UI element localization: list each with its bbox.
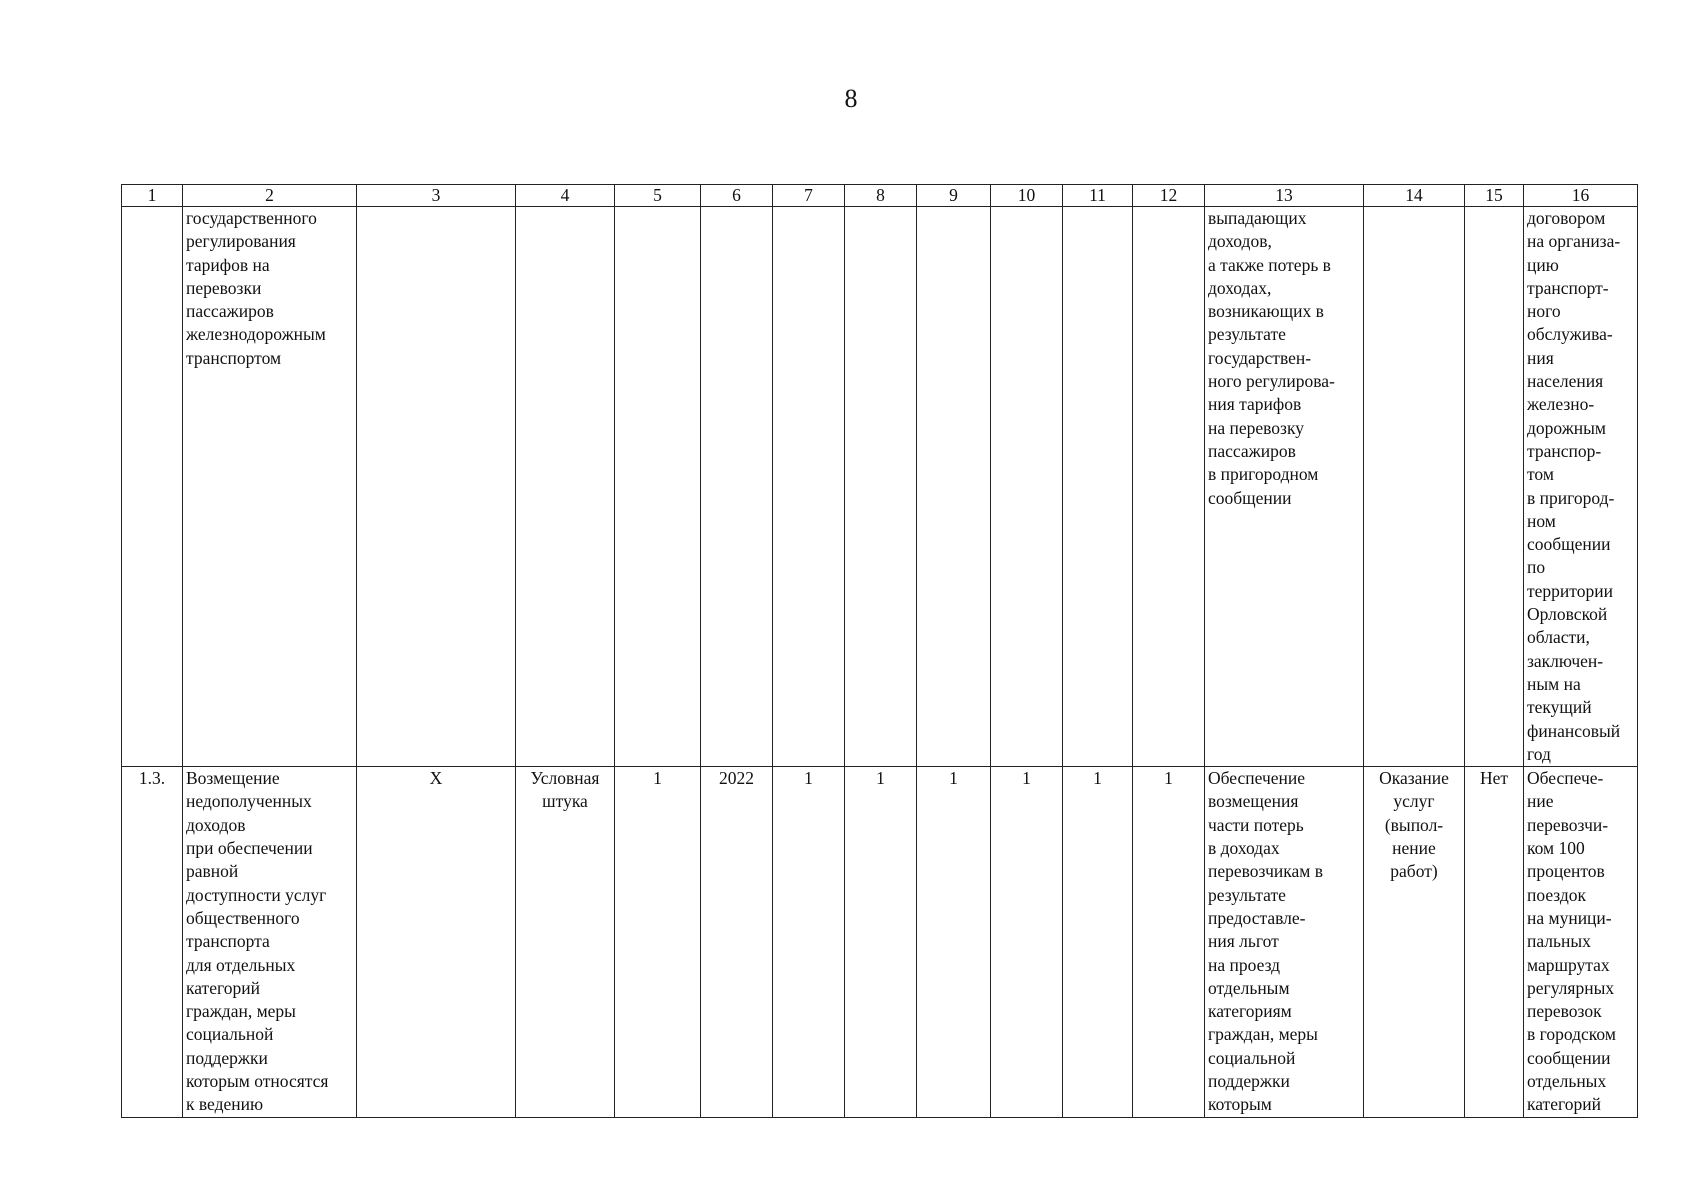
cell-5: 1 (615, 767, 701, 1117)
header-cell: 13 (1205, 185, 1364, 207)
page-number: 8 (844, 84, 858, 113)
cell-7: 1 (773, 767, 845, 1117)
cell-index: 1.3. (122, 767, 183, 1117)
cell-16 (1524, 207, 1638, 767)
cell-15: Нет (1465, 767, 1524, 1117)
cell-8: 1 (845, 767, 917, 1117)
header-cell: 9 (917, 185, 991, 207)
cell-13 (1205, 767, 1364, 1117)
cell-6: 2022 (701, 767, 773, 1117)
header-cell: 7 (773, 185, 845, 207)
cell-4 (516, 767, 615, 1117)
cell-12: 1 (1133, 767, 1205, 1117)
cell-index (122, 207, 183, 767)
cell-14-text: Оказание услуг (выпол- нение работ) (1379, 768, 1449, 882)
header-cell: 14 (1364, 185, 1465, 207)
header-cell: 1 (122, 185, 183, 207)
table-row (122, 207, 1638, 767)
header-cell: 12 (1133, 185, 1205, 207)
cell-7 (773, 207, 845, 767)
cell-4-text: Условная штука (530, 768, 600, 812)
cell-name (183, 767, 357, 1117)
cell-11: 1 (1063, 767, 1133, 1117)
data-table (121, 184, 1638, 1118)
header-cell: 10 (991, 185, 1063, 207)
cell-13-text: Обеспечение возмещения части потерь в доходах перевозчикам в результате предоставле- ния льгот на проезд отдельным категориям граждан, меры социальной поддержки которым (1208, 768, 1323, 1115)
table-row (122, 767, 1638, 1117)
cell-6 (701, 207, 773, 767)
header-cell: 16 (1524, 185, 1638, 207)
cell-16-text: Обеспече- ние перевозчи- ком 100 процентов поездок на муници- пальных маршрутах регулярных перевозок в городском сообщении отдельных категорий (1527, 768, 1616, 1115)
cell-13-text: выпадающих доходов, а также потерь в доходах, возникающих в результате государствен- ного регулирова- ния тарифов на перевозку пассажиров в пригородном сообщении (1208, 208, 1335, 508)
cell-14 (1364, 767, 1465, 1117)
cell-name (183, 207, 357, 767)
header-cell: 4 (516, 185, 615, 207)
cell-4 (516, 207, 615, 767)
header-cell: 2 (183, 185, 357, 207)
cell-14 (1364, 207, 1465, 767)
cell-10 (991, 207, 1063, 767)
header-row (122, 185, 1638, 207)
cell-15 (1465, 207, 1524, 767)
header-cell: 11 (1063, 185, 1133, 207)
cell-9: 1 (917, 767, 991, 1117)
cell-8 (845, 207, 917, 767)
cell-name-text: государственного регулирования тарифов на перевозки пассажиров железнодорожным транспортом (186, 208, 326, 368)
header-cell: 15 (1465, 185, 1524, 207)
cell-5 (615, 207, 701, 767)
header-cell: 3 (357, 185, 516, 207)
cell-16 (1524, 767, 1638, 1117)
header-cell: 8 (845, 185, 917, 207)
header-cell: 5 (615, 185, 701, 207)
cell-16-text: договором на организа- цию транспорт- ного обслужива- ния населения железно- дорожным транспор- том в пригород- ном сообщении по территории Орловской области, заключен- ным на текущий финансовый год (1527, 208, 1621, 764)
cell-9 (917, 207, 991, 767)
cell-3: X (357, 767, 516, 1117)
header-cell: 6 (701, 185, 773, 207)
cell-10: 1 (991, 767, 1063, 1117)
cell-11 (1063, 207, 1133, 767)
cell-3 (357, 207, 516, 767)
cell-13 (1205, 207, 1364, 767)
cell-name-text: Возмещение недополученных доходов при обеспечении равной доступности услуг общественного транспорта для отдельных категорий граждан, меры социальной поддержки которым относятся к ведению (186, 768, 329, 1115)
cell-12 (1133, 207, 1205, 767)
